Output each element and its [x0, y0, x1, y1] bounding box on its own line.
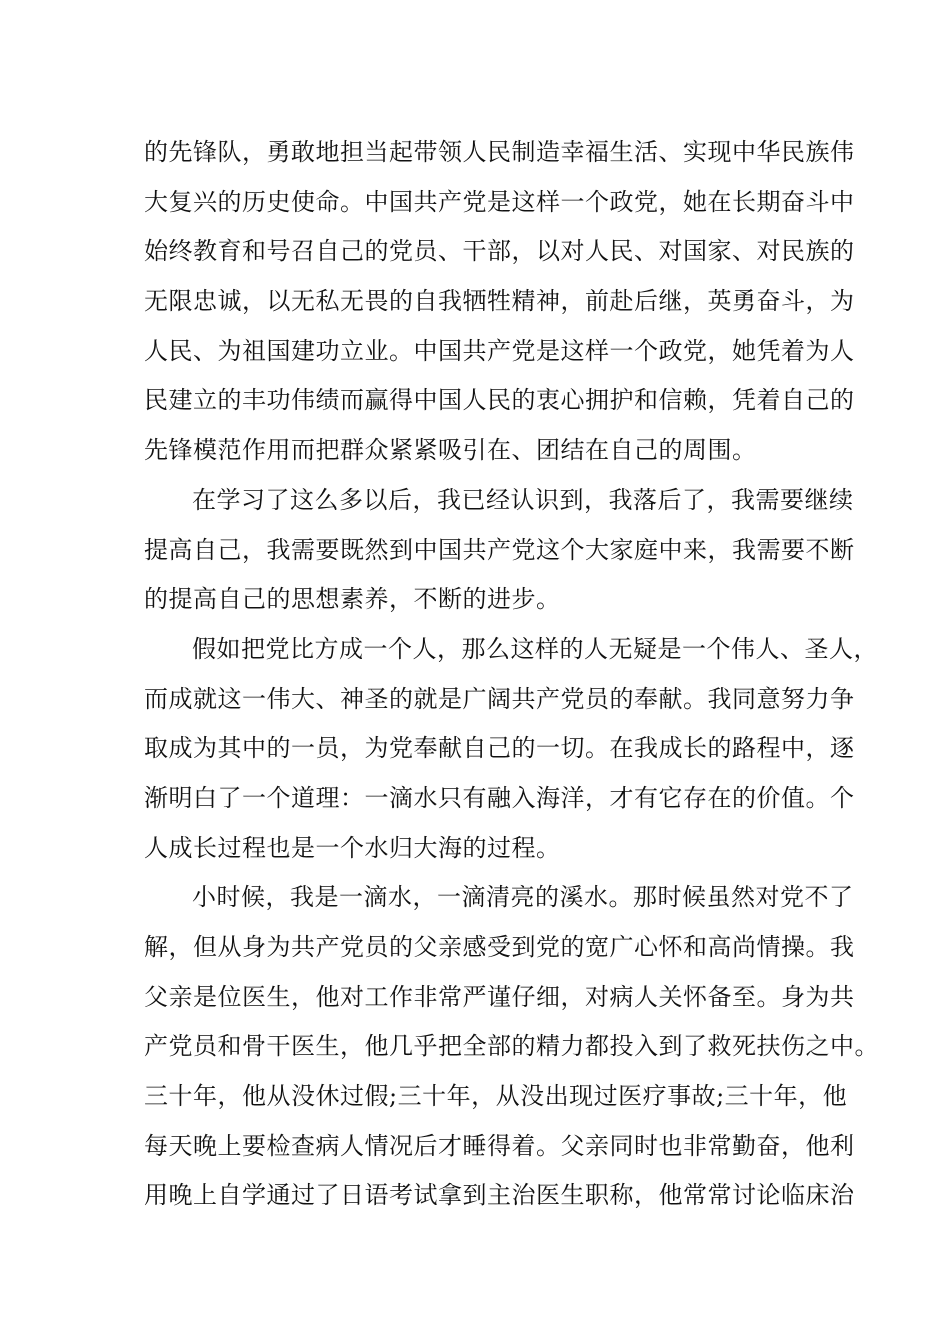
text-line: 人成长过程也是一个水归大海的过程。	[144, 833, 561, 862]
text-line: 父亲是位医生，他对工作非常严谨仔细，对病人关怀备至。身为共	[144, 982, 855, 1011]
paragraph-first-line: 假如把党比方成一个人，那么这样的人无疑是一个伟人、圣人，	[192, 634, 878, 663]
text-line: 用晚上自学通过了日语考试拿到主治医生职称，他常常讨论临床治	[144, 1181, 855, 1210]
text-line: 的提高自己的思想素养，不断的进步。	[144, 585, 561, 614]
text-line: 产党员和骨干医生，他几乎把全部的精力都投入到了救死扶伤之中。	[144, 1032, 879, 1061]
text-line: 先锋模范作用而把群众紧紧吸引在、团结在自己的周围。	[144, 436, 757, 465]
paragraph-first-line: 在学习了这么多以后，我已经认识到，我落后了，我需要继续	[192, 485, 854, 514]
text-line: 取成为其中的一员，为党奉献自己的一切。在我成长的路程中，逐	[144, 734, 855, 763]
text-line: 三十年，他从没休过假;三十年，从没出现过医疗事故;三十年，他	[144, 1082, 848, 1111]
text-line: 提高自己，我需要既然到中国共产党这个大家庭中来，我需要不断	[144, 535, 855, 564]
text-line: 无限忠诚，以无私无畏的自我牺牲精神，前赴后继，英勇奋斗，为	[144, 287, 855, 316]
text-line: 每天晚上要检查病人情况后才睡得着。父亲同时也非常勤奋，他利	[144, 1131, 855, 1160]
text-line: 渐明白了一个道理：一滴水只有融入海洋，才有它存在的价值。个	[144, 783, 855, 812]
text-line: 人民、为祖国建功立业。中国共产党是这样一个政党，她凭着为人	[144, 336, 855, 365]
body-text	[144, 128, 879, 1221]
text-line: 而成就这一伟大、神圣的就是广阔共产党员的奉献。我同意努力争	[144, 684, 855, 713]
text-line: 民建立的丰功伟绩而赢得中国人民的衷心拥护和信赖，凭着自己的	[144, 386, 855, 415]
text-line: 大复兴的历史使命。中国共产党是这样一个政党，她在长期奋斗中	[144, 187, 855, 216]
text-line: 解，但从身为共产党员的父亲感受到党的宽广心怀和高尚情操。我	[144, 933, 855, 961]
text-line: 始终教育和号召自己的党员、干部，以对人民、对国家、对民族的	[144, 237, 855, 266]
paragraph-first-line: 小时候，我是一滴水，一滴清亮的溪水。那时候虽然对党不了	[192, 883, 854, 912]
text-line: 的先锋队，勇敢地担当起带领人民制造幸福生活、实现中华民族伟	[144, 138, 855, 166]
